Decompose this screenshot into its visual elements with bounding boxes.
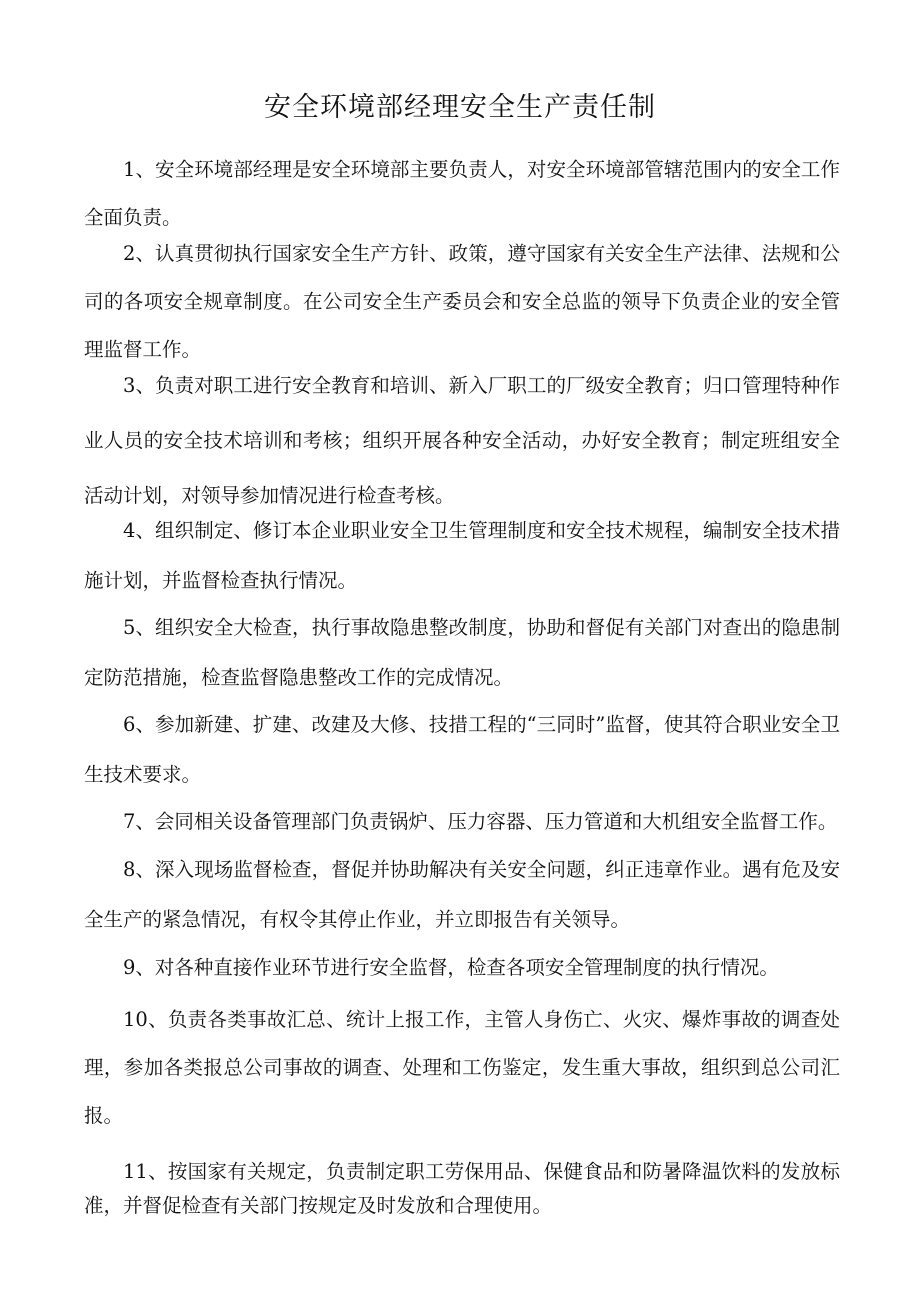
clause-11: 11、按国家有关规定，负责制定职工劳保用品、保健食品和防暑降温饮料的发放标准，并督促检查有关部门按规定及时发放和合理使用。: [84, 1160, 840, 1217]
clause-6: 6、参加新建、扩建、改建及大修、技措工程的“三同时”监督，使其符合职业安全卫生技术要求。: [84, 713, 840, 786]
clause-5: 5、组织安全大检查，执行事故隐患整改制度，协助和督促有关部门对查出的隐患制定防范措施，检查监督隐患整改工作的完成情况。: [84, 616, 840, 689]
clause-7: 7、会同相关设备管理部门负责锅炉、压力容器、压力管道和大机组安全监督工作。: [123, 810, 838, 833]
document-title: 安全环境部经理安全生产责任制: [264, 92, 656, 123]
clause-2: 2、认真贯彻执行国家安全生产方针、政策，遵守国家有关安全生产法律、法规和公司的各项安全规章制度。在公司安全生产委员会和安全总监的领导下负责企业的安全管理监督工作。: [84, 242, 840, 361]
clause-9: 9、对各种直接作业环节进行安全监督，检查各项安全管理制度的执行情况。: [123, 956, 779, 979]
clause-3: 3、负责对职工进行安全教育和培训、新入厂职工的厂级安全教育；归口管理特种作业人员的安全技术培训和考核；组织开展各种安全活动，办好安全教育；制定班组安全活动计划，对领导参加情况进行检查考核。: [84, 374, 840, 507]
clause-4: 4、组织制定、修订本企业职业安全卫生管理制度和安全技术规程，编制安全技术措施计划，并监督检查执行情况。: [84, 519, 840, 592]
clause-8: 8、深入现场监督检查，督促并协助解决有关安全问题，纠正违章作业。遇有危及安全生产的紧急情况，有权令其停止作业，并立即报告有关领导。: [84, 858, 840, 931]
clause-1: 1、安全环境部经理是安全环境部主要负责人，对安全环境部管辖范围内的安全工作全面负责。: [84, 158, 840, 229]
clause-10: 10、负责各类事故汇总、统计上报工作，主管人身伤亡、火灾、爆炸事故的调查处理，参加各类报总公司事故的调查、处理和工伤鉴定，发生重大事故，组织到总公司汇报。: [84, 1008, 840, 1127]
